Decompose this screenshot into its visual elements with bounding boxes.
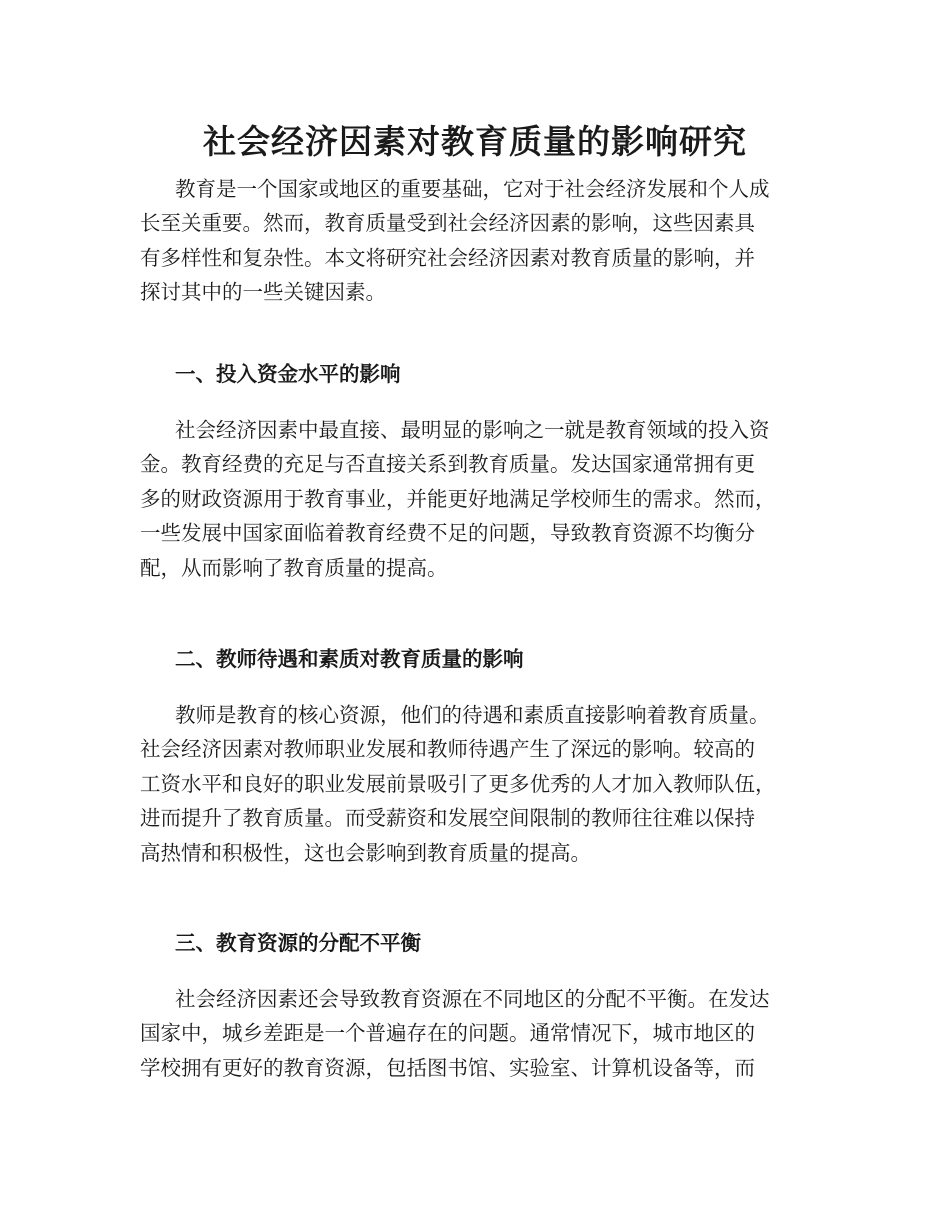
paragraph-line: 进而提升了教育质量。而受薪资和发展空间限制的教师往往难以保持 (140, 806, 755, 831)
paragraph-line: 社会经济因素还会导致教育资源在不同地区的分配不平衡。在发达 (175, 987, 770, 1011)
paragraph-line: 学校拥有更好的教育资源，包括图书馆、实验室、计算机设备等，而 (140, 1055, 755, 1080)
paragraph-line: 金。教育经费的充足与否直接关系到教育质量。发达国家通常拥有更 (140, 452, 755, 477)
paragraph-line: 长至关重要。然而，教育质量受到社会经济因素的影响，这些因素具 (140, 211, 755, 236)
paragraph-line: 探讨其中的一些关键因素。 (140, 280, 386, 305)
section-2-paragraph (140, 698, 840, 870)
section-heading-3: 三、教育资源的分配不平衡 (175, 931, 421, 955)
paragraph-line: 有多样性和复杂性。本文将研究社会经济因素对教育质量的影响，并 (140, 245, 755, 270)
intro-paragraph (140, 172, 840, 310)
paragraph-line: 一些发展中国家面临着教育经费不足的问题，导致教育资源不均衡分 (140, 521, 755, 546)
paragraph-line: 多的财政资源用于教育事业，并能更好地满足学校师生的需求。然而， (140, 486, 776, 511)
document-title: 社会经济因素对教育质量的影响研究 (203, 122, 747, 162)
paragraph-line: 国家中，城乡差距是一个普遍存在的问题。通常情况下，城市地区的 (140, 1021, 755, 1046)
paragraph-line: 高热情和积极性，这也会影响到教育质量的提高。 (140, 840, 591, 865)
paragraph-line: 配，从而影响了教育质量的提高。 (140, 555, 448, 580)
section-heading-1: 一、投入资金水平的影响 (175, 362, 401, 386)
paragraph-line: 工资水平和良好的职业发展前景吸引了更多优秀的人才加入教师队伍， (140, 771, 776, 796)
paragraph-line: 教师是教育的核心资源，他们的待遇和素质直接影响着教育质量。 (175, 703, 770, 727)
paragraph-line: 教育是一个国家或地区的重要基础，它对于社会经济发展和个人成 (175, 177, 770, 201)
paragraph-line: 社会经济因素中最直接、最明显的影响之一就是教育领域的投入资 (175, 418, 770, 442)
section-1-paragraph (140, 413, 840, 585)
paragraph-line: 社会经济因素对教师职业发展和教师待遇产生了深远的影响。较高的 (140, 737, 755, 762)
section-3-paragraph (140, 982, 840, 1085)
section-heading-2: 二、教师待遇和素质对教育质量的影响 (175, 647, 524, 671)
